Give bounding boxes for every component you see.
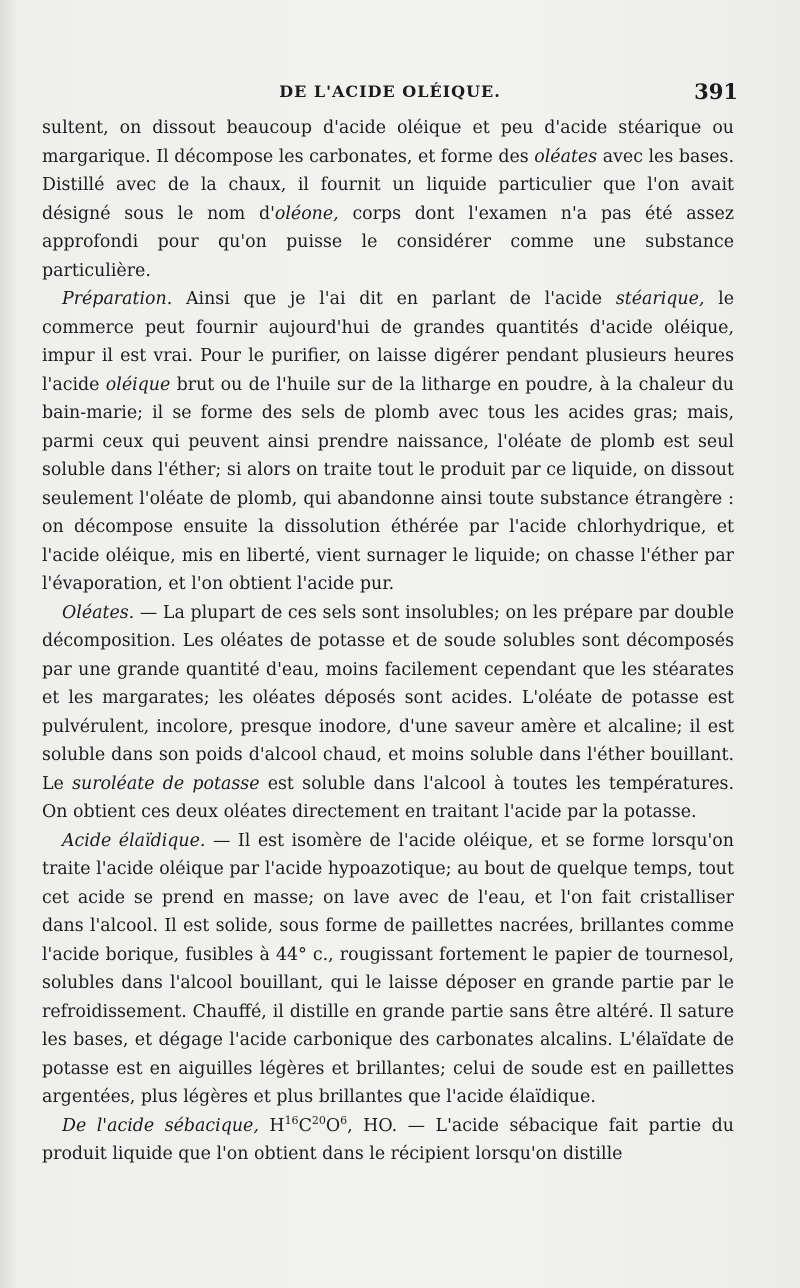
text-segment: , HO. — L'acide sébacique fait partie du produit liquide que l'on obtient dans le récipient lorsqu'on distille — [42, 1115, 734, 1164]
paragraph — [42, 827, 734, 1112]
italic-term: oléone, — [274, 203, 339, 224]
italic-term: suroléate de potasse — [72, 773, 260, 794]
text-segment: — La plupart de ces sels sont insolubles; on les prépare par double décomposition. Les oléates de potasse et de soude solubles sont décomposés par une grande quantité d'eau, moins facilement cependant que les stéarates et les margarates; les oléates déposés sont acides. L'oléate de potasse est pulvérulent, incolore, presque inodore, d'une saveur amère et alcaline; il est soluble dans son poids d'alcool chaud, et moins soluble dans l'éther bouillant. Le — [42, 602, 734, 794]
section-heading: Préparation. — [62, 289, 173, 309]
section-heading: Acide élaïdique. — [62, 830, 206, 851]
text-segment: H — [258, 1115, 285, 1136]
italic-term: stéarique, — [615, 289, 705, 309]
italic-term: oléique — [105, 374, 171, 395]
formula-subscript: 20 — [311, 1113, 326, 1127]
text-segment: est soluble dans l'alcool à toutes les températures. On obtient ces deux oléates directement en traitant l'acide par la potasse. — [42, 773, 734, 822]
text-segment: Ainsi que je l'ai dit en parlant de l'acide — [172, 289, 616, 309]
text-segment: corps dont l'examen n'a pas été assez approfondi pour qu'on puisse le considérer comme une substance particulière. — [42, 203, 734, 281]
paragraph — [42, 114, 734, 285]
section-heading: Oléates. — [62, 602, 135, 623]
text-segment: avec les bases. Distillé avec de la chaux, il fournit un liquide particulier que l'on avait désigné sous le nom d' — [42, 146, 734, 224]
paragraph — [42, 599, 734, 827]
formula-subscript: 16 — [284, 1113, 299, 1127]
running-title: DE L'ACIDE OLÉIQUE. — [279, 82, 501, 101]
text-segment: brut ou de l'huile sur de la litharge en poudre, à la chaleur du bain-marie; il se forme des sels de plomb avec tous les acides gras; mais, parmi ceux qui peuvent ainsi prendre naissance, l'oléate de plomb est seul soluble dans l'éther; si alors on traite tout le produit par ce liquide, on dissout seulement l'oléate de plomb, qui abandonne ainsi toute substance étrangère : on décompose ensuite la dissolution éthérée par l'acide chlorhydrique, et l'acide oléique, mis en liberté, vient surnager le liquide; on chasse l'éther par l'évaporation, et l'on obtient l'acide pur. — [42, 374, 734, 594]
italic-term: oléates — [534, 146, 598, 167]
text-segment: — Il est isomère de l'acide oléique, et se forme lorsqu'on traite l'acide oléique par l'acide hypoazotique; au bout de quelque temps, tout cet acide se prend en masse; on lave avec de l'eau, et l'on fait cristalliser dans l'alcool. Il est solide, sous forme de paillettes nacrées, brillantes comme l'acide borique, fusibles à 44° c., rougissant fortement le papier de tournesol, solubles dans l'alcool bouillant, qui le laisse déposer en grande partie par le refroidissement. Chauffé, il distille en grande partie sans être altéré. Il sature les bases, et dégage l'acide carbonique des carbonates alcalins. L'élaïdate de potasse est en aiguilles légères et brillantes; celui de soude est en paillettes argentées, plus légères et plus brillantes que l'acide élaïdique. — [42, 830, 734, 1107]
section-heading: De l'acide sébacique, — [62, 1115, 259, 1136]
body-text — [42, 114, 734, 1169]
text-segment: sultent, on dissout beaucoup d'acide oléique et peu d'acide stéarique ou margarique. Il décompose les carbonates, et forme des — [42, 118, 734, 167]
text-segment: le commerce peut fournir aujourd'hui de grandes quantités d'acide oléique, impur il est vrai. Pour le purifier, on laisse digérer pendant plusieurs heures l'acide — [42, 289, 734, 395]
page-header — [42, 79, 738, 112]
page-number: 391 — [694, 79, 738, 104]
text-segment: C — [298, 1115, 312, 1136]
text-segment: O — [325, 1115, 341, 1136]
paragraph — [42, 285, 734, 599]
paragraph — [42, 1112, 734, 1169]
formula-subscript: 6 — [340, 1113, 348, 1127]
